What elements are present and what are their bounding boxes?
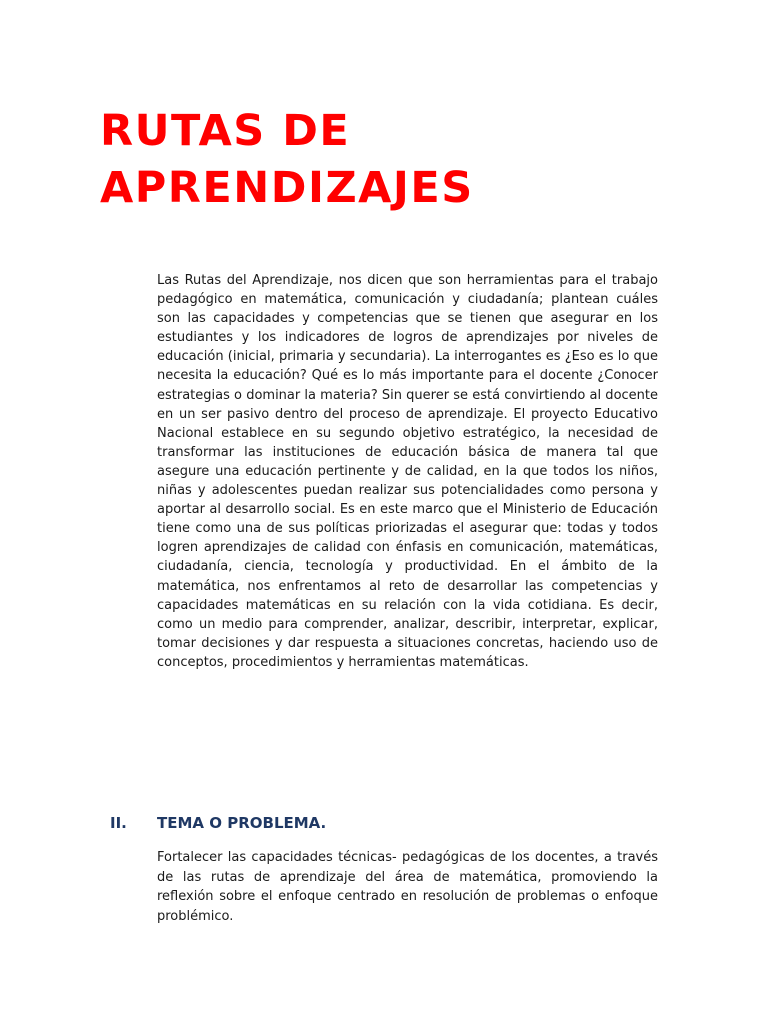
section-paragraph: Fortalecer las capacidades técnicas- pedagógicas de los docentes, a través de las rutas de aprendizaje del área de matemática, promoviendo la reflexión sobre el enfoque centrado en resolución de problemas o enfoque problémico. (157, 850, 658, 924)
intro-paragraph: Las Rutas del Aprendizaje, nos dicen que son herramientas para el trabajo pedagógico en matemática, comunicación y ciudadanía; plantean cuáles son las capacidades y competencias que se tienen que asegurar en los estudiantes y los indicadores de logros de aprendizajes por niveles de educación (inicial, primaria y secundaria). La interrogantes es ¿Eso es lo que necesita la educación? Qué es lo más importante para el docente ¿Conocer estrategias o dominar la materia? Sin querer se está convirtiendo al docente en un ser pasivo dentro del proceso de aprendizaje. El proyecto Educativo Nacional establece en su segundo objetivo estratégico, la necesidad de transformar las instituciones de educación básica de manera tal que asegure una educación pertinente y de calidad, en la que todos los niños, niñas y adolescentes puedan realizar sus potencialidades como persona y aportar al desarrollo social. Es en este marco que el Ministerio de Educación tiene como una de sus políticas priorizadas el asegurar que: todas y todos logren aprendizajes de calidad con énfasis en comunicación, matemáticas, ciudadanía, ciencia, tecnología y productividad. En el ámbito de la matemática, nos enfrentamos al reto de desarrollar las competencias y capacidades matemáticas en su relación con la vida cotidiana. Es decir, como un medio para comprender, analizar, describir, interpretar, explicar, tomar decisiones y dar respuesta a situaciones concretas, haciendo uso de conceptos, procedimientos y herramientas matemáticas. (157, 273, 658, 670)
page-title-line-1: RUTAS DE (100, 106, 351, 156)
section-heading-text: TEMA O PROBLEMA. (157, 814, 327, 832)
page-title-line-2: APRENDIZAJES (100, 163, 474, 213)
section-heading (110, 812, 658, 834)
page-title (100, 103, 660, 217)
section-number: II. (110, 814, 127, 832)
